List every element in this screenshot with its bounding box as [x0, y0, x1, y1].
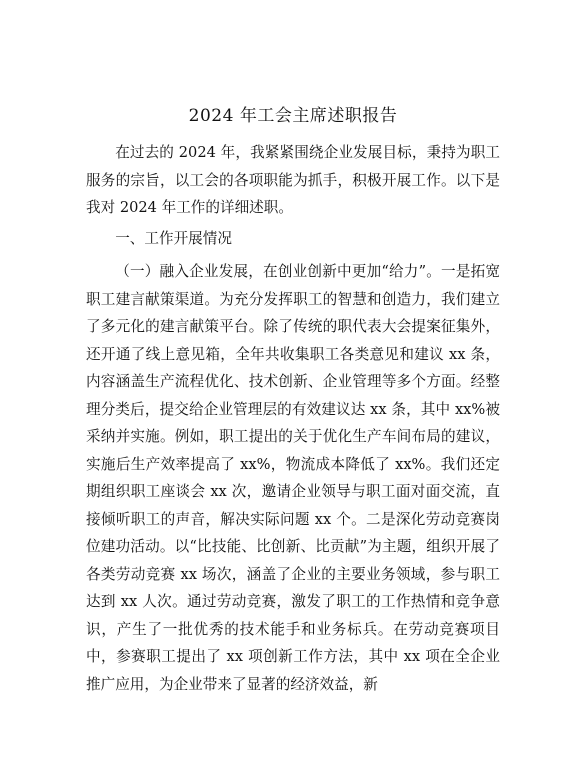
intro-paragraph: 在过去的 2024 年，我紧紧围绕企业发展目标，秉持为职工服务的宗旨，以工会的各项职能为抓手，积极开展工作。以下是我对 2024 年工作的详细述职。: [86, 144, 500, 216]
document-title: 2024 年工会主席述职报告: [188, 106, 398, 126]
section-heading: 一、工作开展情况: [115, 230, 232, 247]
body-paragraph: （一）融入企业发展，在创业创新中更加“给力”。一是拓宽职工建言献策渠道。为充分发挥职工的智慧和创造力，我们建立了多元化的建言献策平台。除了传统的职代表大会提案征集外，还开通了线上意见箱，全年共收集职工各类意见和建议 xx 条，内容涵盖生产流程优化、技术创新、企业管理等多个方面。经整理分类后，提交给企业管理层的有效建议达 xx 条，其中 xx%被采纳并实施。例如，职工提出的关于优化生产车间布局的建议，实施后生产效率提高了 xx%，物流成本降低了 xx%。我们还定期组织职工座谈会 xx 次，邀请企业领导与职工面对面交流，直接倾听职工的声音，解决实际问题 xx 个。二是深化劳动竞赛岗位建功活动。以“比技能、比创新、比贡献”为主题，组织开展了各类劳动竞赛 xx 场次，涵盖了企业的主要业务领域，参与职工达到 xx 人次。通过劳动竞赛，激发了职工的工作热情和竞争意识，产生了一批优秀的技术能手和业务标兵。在劳动竞赛项目中，参赛职工提出了 xx 项创新工作方法，其中 xx 项在全企业推广应用，为企业带来了显著的经济效益，新: [86, 263, 500, 693]
